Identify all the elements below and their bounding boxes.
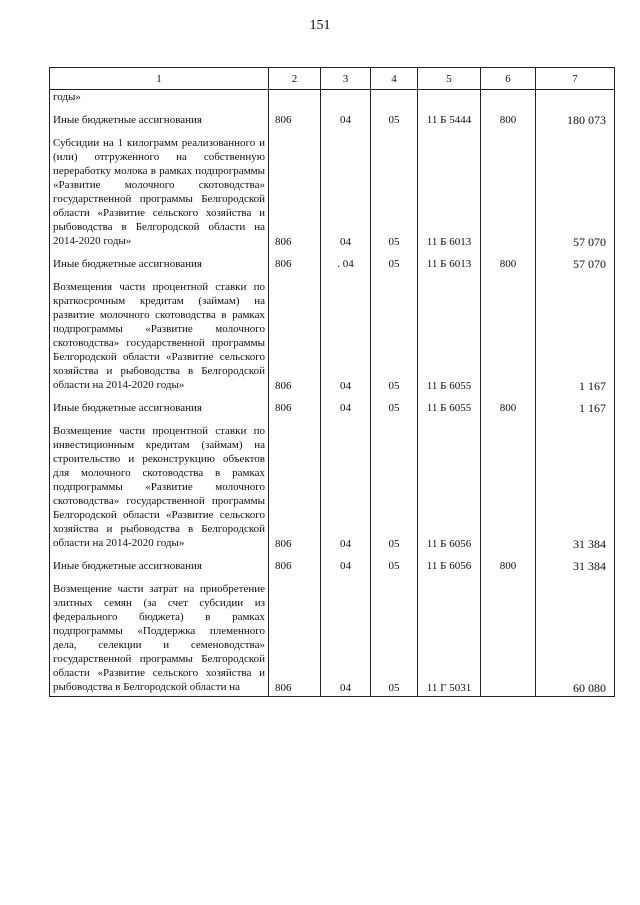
- row-vr: 800: [481, 559, 536, 575]
- row-gr: 806: [269, 257, 321, 273]
- row-sum: 1 167: [536, 401, 615, 417]
- row-rz: [321, 90, 371, 107]
- table-row: [50, 559, 615, 575]
- row-sum: 180 073: [536, 113, 615, 129]
- table-row: [50, 582, 615, 697]
- row-gr: 806: [269, 401, 321, 417]
- row-pr: 05: [371, 559, 418, 575]
- row-pr: 05: [371, 582, 418, 697]
- table-row: [50, 136, 615, 250]
- row-gr: 806: [269, 424, 321, 552]
- header-cell: 4: [371, 68, 418, 90]
- header-cell: 5: [418, 68, 481, 90]
- row-pr: [371, 90, 418, 107]
- row-csr: 11 Б 5444: [418, 113, 481, 129]
- row-name: Субсидии на 1 килограмм реализованного и (или) отгруженного на собственную переработку молока в рамках подпрограммы «Развитие молочного скотоводства» государственной программы Белгородской области «Развитие сельского хозяйства и рыбоводства в Белгородской области на 2014-2020 годы»: [50, 136, 269, 250]
- budget-table: [49, 67, 615, 697]
- row-name: Иные бюджетные ассигнования: [50, 113, 269, 129]
- table-row: [50, 90, 615, 107]
- row-sum: 57 070: [536, 257, 615, 273]
- row-vr: 800: [481, 401, 536, 417]
- header-cell: 1: [50, 68, 269, 90]
- row-gr: 806: [269, 280, 321, 394]
- row-name: Иные бюджетные ассигнования: [50, 559, 269, 575]
- table-row: [50, 401, 615, 417]
- row-sum: 57 070: [536, 136, 615, 250]
- row-rz: . 04: [321, 257, 371, 273]
- row-csr: [418, 90, 481, 107]
- row-csr: 11 Б 6055: [418, 401, 481, 417]
- row-pr: 05: [371, 113, 418, 129]
- row-sum: 31 384: [536, 559, 615, 575]
- row-gr: 806: [269, 113, 321, 129]
- row-vr: 800: [481, 113, 536, 129]
- table-row: [50, 257, 615, 273]
- row-gr: 806: [269, 559, 321, 575]
- page-number: 151: [309, 18, 331, 33]
- header-cell: 2: [269, 68, 321, 90]
- header-cell: 6: [481, 68, 536, 90]
- row-name: Иные бюджетные ассигнования: [50, 401, 269, 417]
- table-row: [50, 424, 615, 552]
- row-rz: 04: [321, 424, 371, 552]
- row-rz: 04: [321, 582, 371, 697]
- row-name: годы»: [50, 90, 269, 107]
- row-csr: 11 Б 6056: [418, 559, 481, 575]
- row-gr: 806: [269, 136, 321, 250]
- row-gr: [269, 90, 321, 107]
- row-pr: 05: [371, 280, 418, 394]
- row-sum: 60 080: [536, 582, 615, 697]
- row-vr: 800: [481, 257, 536, 273]
- row-vr: [481, 424, 536, 552]
- row-csr: 11 Б 6055: [418, 280, 481, 394]
- row-sum: 31 384: [536, 424, 615, 552]
- row-sum: 1 167: [536, 280, 615, 394]
- row-csr: 11 Б 6013: [418, 257, 481, 273]
- row-vr: [481, 90, 536, 107]
- row-name: Возмещение части затрат на приобретение элитных семян (за счет субсидии из федерального бюджета) в рамках подпрограммы «Поддержка племенного дела, селекции и семеноводства» государственной программы Белгородской области «Развитие сельского хозяйства и рыбоводства в Белгородской области на: [50, 582, 269, 697]
- header-cell: 3: [321, 68, 371, 90]
- row-vr: [481, 280, 536, 394]
- row-pr: 05: [371, 257, 418, 273]
- header-cell: 7: [536, 68, 615, 90]
- row-pr: 05: [371, 401, 418, 417]
- row-rz: 04: [321, 559, 371, 575]
- table-row: [50, 113, 615, 129]
- row-sum: [536, 90, 615, 107]
- row-pr: 05: [371, 424, 418, 552]
- row-rz: 04: [321, 401, 371, 417]
- row-gr: 806: [269, 582, 321, 697]
- row-vr: [481, 582, 536, 697]
- row-csr: 11 Г 5031: [418, 582, 481, 697]
- row-csr: 11 Б 6056: [418, 424, 481, 552]
- row-pr: 05: [371, 136, 418, 250]
- row-name: Возмещения части процентной ставки по краткосрочным кредитам (займам) на развитие молочного скотоводства в рамках подпрограммы «Развитие молочного скотоводства» государственной программы Белгородской области «Развитие сельского хозяйства и рыбоводства в Белгородской области на 2014-2020 годы»: [50, 280, 269, 394]
- row-vr: [481, 136, 536, 250]
- row-name: Возмещение части процентной ставки по инвестиционным кредитам (займам) на строительство и реконструкцию объектов для молочного скотоводства в рамках подпрограммы «Развитие молочного скотоводства» государственной программы Белгородской области «Развитие сельского хозяйства и рыбоводства в Белгородской области на 2014-2020 годы»: [50, 424, 269, 552]
- header-row: [50, 68, 615, 90]
- row-rz: 04: [321, 136, 371, 250]
- row-rz: 04: [321, 280, 371, 394]
- table-row: [50, 280, 615, 394]
- row-rz: 04: [321, 113, 371, 129]
- row-name: Иные бюджетные ассигнования: [50, 257, 269, 273]
- row-csr: 11 Б 6013: [418, 136, 481, 250]
